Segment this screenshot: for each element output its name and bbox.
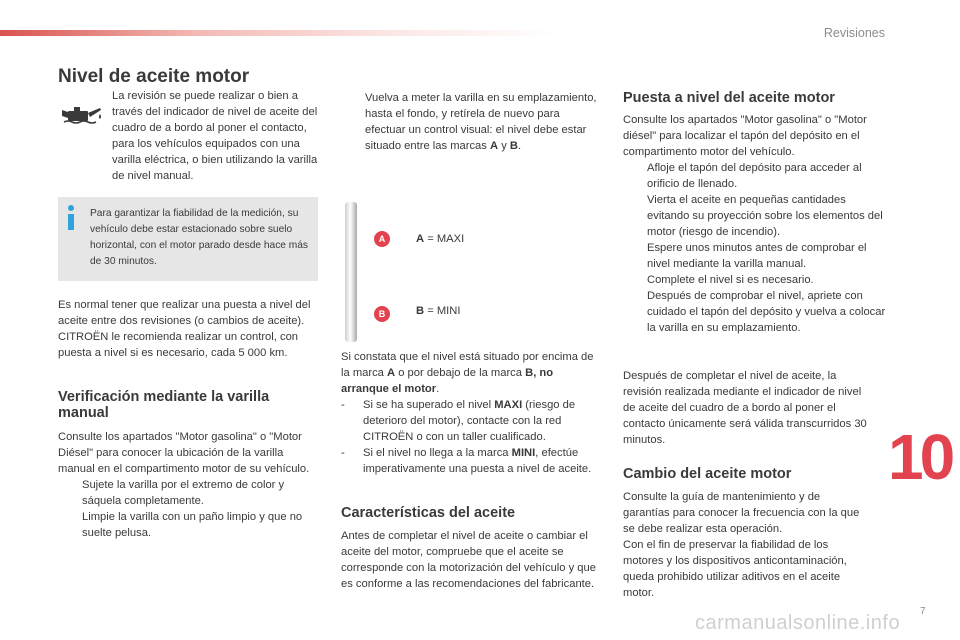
reinsert-bullet: Vuelva a meter la varilla en su emplazamiento, hasta el fondo, y retírela de nuevo para efectuar un control visual: el nivel debe estar situado entre las marcas A y B. <box>365 92 597 152</box>
after-topup-paragraph: Después de completar el nivel de aceite, la revisión realizada mediante el indicador de nivel de aceite del cuadro de a bordo al poner el contacto únicamente será válida transcurridos 30 minutos. <box>623 370 867 446</box>
list-item: - Si el nivel no llega a la marca MINI, efectúe imperativamente una puesta a nivel de aceite. <box>341 447 592 475</box>
heading-manual-dipstick: Verificación mediante la varilla manual <box>58 389 270 421</box>
list-item: - Si se ha superado el nivel MAXI (riesgo de deterioro del motor), contacte con la red CITROËN o con un taller cualificado. <box>341 399 576 443</box>
dipstick-illustration <box>345 202 357 342</box>
watermark: carmanualsonline.info <box>695 612 901 634</box>
page-title: Nivel de aceite motor <box>58 66 250 87</box>
chapter-number: 10 <box>888 421 952 493</box>
heading-oil-change: Cambio del aceite motor <box>623 466 792 482</box>
heading-oil-topup: Puesta a nivel del aceite motor <box>623 90 835 106</box>
list-item: Sujete la varilla por el extremo de color y sáquela completamente. <box>82 479 285 507</box>
level-maxi: A = MAXI <box>416 233 465 245</box>
mark-b-badge: B <box>374 306 390 322</box>
topup-section: Consulte los apartados "Motor gasolina" o "Motor diésel" para localizar el tapón del depósito en el compartimento motor del vehículo. Afloje el tapón del depósito para acceder al orificio de llenado. Vierta el aceite en pequeñas cantidades evitando su proyección sobre los elementos del motor (riesgo de incendio). Espere unos minutos antes de comprobar el nivel mediante la varilla manual. Complete el nivel si es necesario. Después de comprobar el nivel, apriete con cuidado el tapón del depósito y vuelva a colocar la varilla en su emplazamiento. <box>623 112 888 336</box>
level-mini: B = MINI <box>416 305 461 317</box>
list-item: Afloje el tapón del depósito para acceder al orificio de llenado. <box>647 162 862 190</box>
intro-text: La revisión se puede realizar o bien a través del indicador de nivel de aceite del cuadro de a bordo al poner el contacto, para los vehículos equipados con una varilla eléctrica, o bien utilizando la varilla de nivel manual. <box>112 90 318 182</box>
list-item: Después de comprobar el nivel, apriete con cuidado el tapón del depósito y vuelva a colocar la varilla en su emplazamiento. <box>647 290 886 334</box>
oil-characteristics-paragraph: Antes de completar el nivel de aceite o cambiar el aceite del motor, compruebe que el aceite se corresponde con la motorización del vehículo y que es conforme a las recomendaciones del fabricante. <box>341 530 596 590</box>
level-check-section: Si constata que el nivel está situado por encima de la marca A o por debajo de la marca B, no arranque el motor. - Si se ha superado el nivel MAXI (riesgo de deterioro del motor), contacte con la red CITROËN o con un taller cualificado. - Si el nivel no llega a la marca MINI, efectúe imperativamente una puesta a nivel de aceite. <box>341 349 603 477</box>
header-accent-bar <box>0 30 560 36</box>
mark-a-badge: A <box>374 231 390 247</box>
info-box <box>58 197 318 281</box>
section-label: Revisiones <box>823 26 885 40</box>
info-icon <box>66 205 76 231</box>
list-item: Espere unos minutos antes de comprobar el nivel mediante la varilla manual. <box>647 242 867 270</box>
manual-section <box>58 429 320 541</box>
list-item: Vierta el aceite en pequeñas cantidades evitando su proyección sobre los elementos del motor (riesgo de incendio). <box>647 194 883 238</box>
oil-can-icon <box>60 104 104 126</box>
page-number: 7 <box>920 606 926 617</box>
heading-oil-characteristics: Características del aceite <box>341 505 516 521</box>
manual-paragraph: Consulte los apartados "Motor gasolina" o "Motor Diésel" para conocer la ubicación de la varilla manual en el compartimento motor de su vehículo. <box>58 431 310 475</box>
interval-paragraph: Es normal tener que realizar una puesta a nivel del aceite entre dos revisiones (o cambios de aceite). CITROËN le recomienda realizar un control, con puesta a nivel si es necesario, cada 5 000 km. <box>58 299 311 359</box>
info-text: Para garantizar la fiabilidad de la medición, su vehículo debe estar estacionado sobre suelo horizontal, con el motor parado desde hace más de 30 minutos. <box>90 208 309 267</box>
oil-change-section: Consulte la guía de mantenimiento y de garantías para conocer la frecuencia con la que se debe realizar esta operación. Con el fin de preservar la fiabilidad de los motores y los dispositivos anticontaminación, queda prohibido utilizar aditivos en el aceite motor. <box>623 491 860 599</box>
list-item: Limpie la varilla con un paño limpio y que no suelte pelusa. <box>82 511 303 539</box>
list-item: Complete el nivel si es necesario. <box>647 274 814 286</box>
